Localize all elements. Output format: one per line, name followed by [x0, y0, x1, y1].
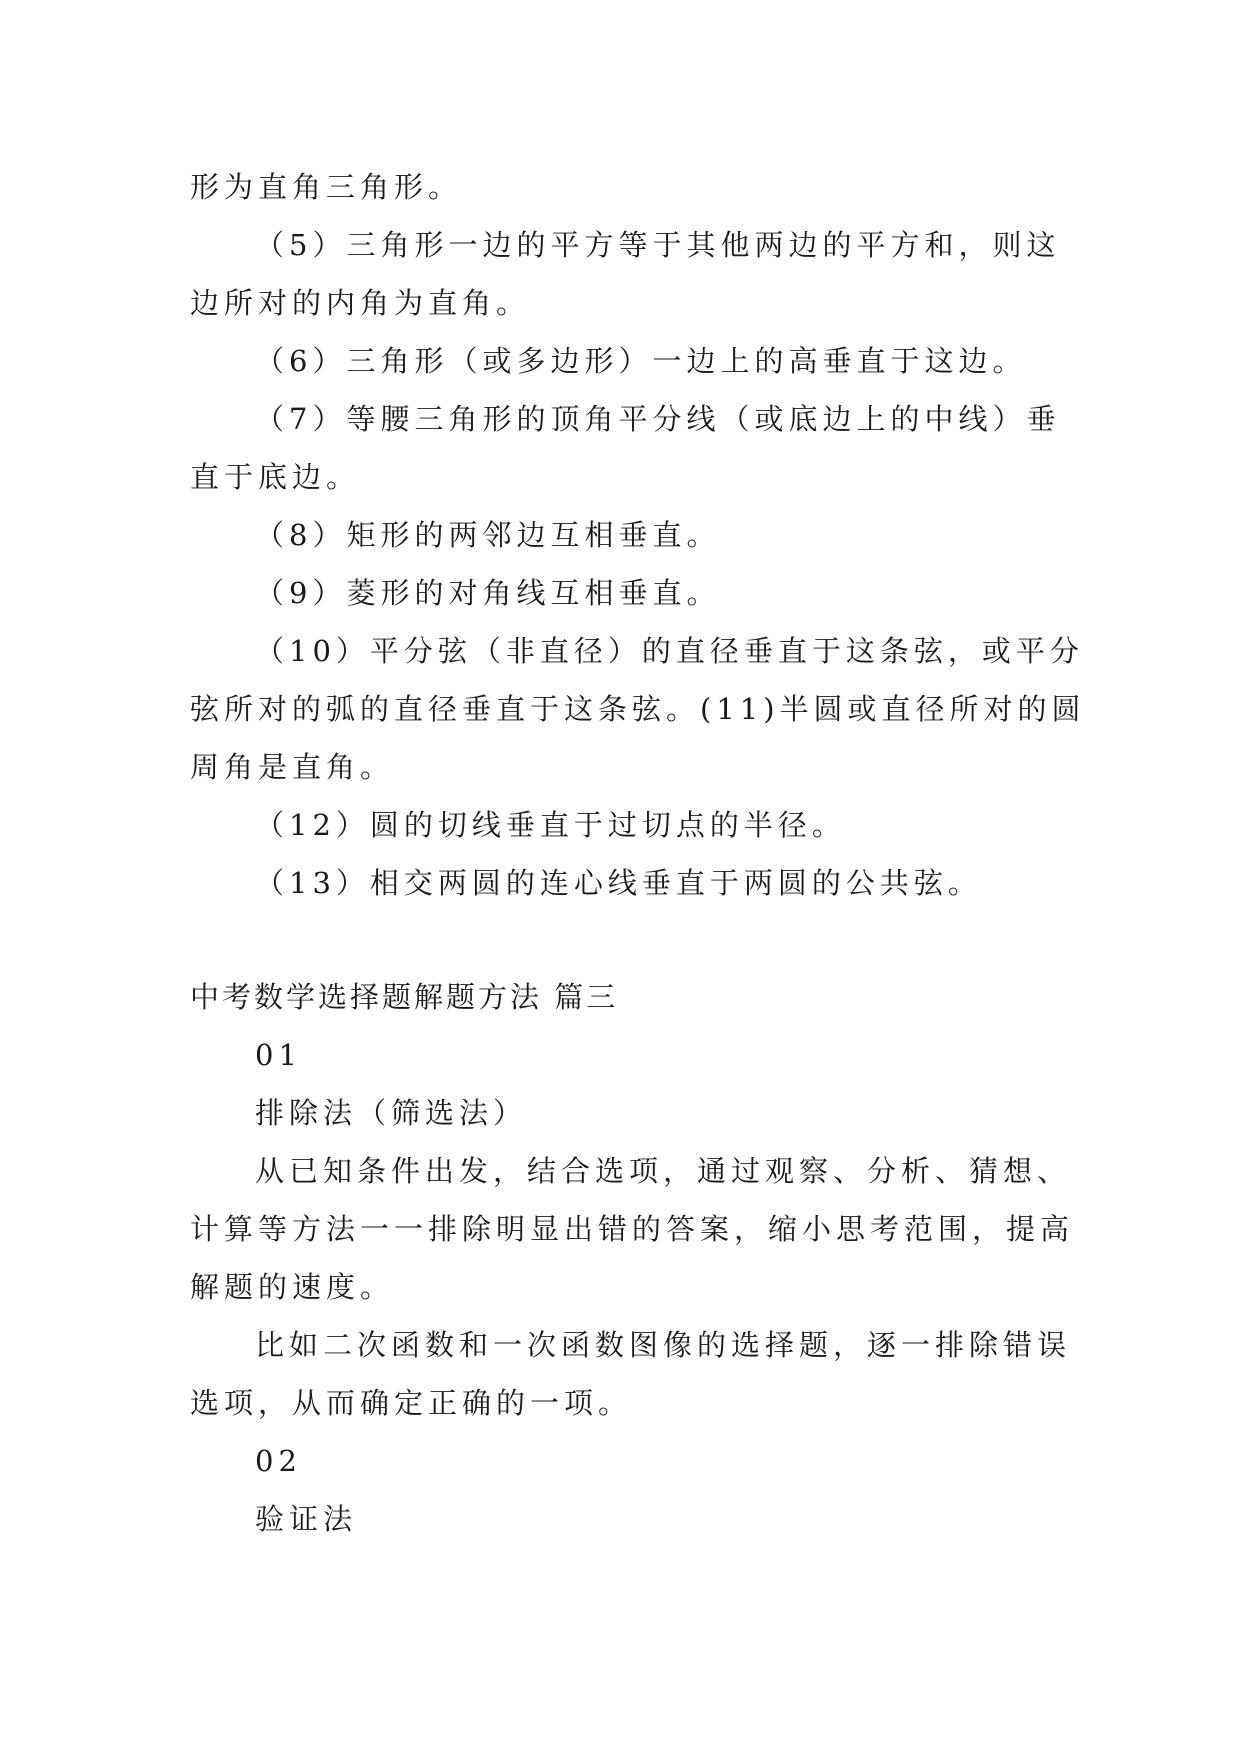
- text-line: （9）菱形的对角线互相垂直。: [255, 576, 721, 610]
- text-line: （12）圆的切线垂直于过切点的半径。: [255, 808, 846, 842]
- text-line: 弦所对的弧的直径垂直于这条弦。(11)半圆或直径所对的圆: [190, 692, 1086, 726]
- method-title: 验证法: [255, 1502, 358, 1536]
- text-line: （6）三角形（或多边形）一边上的高垂直于这边。: [255, 344, 1027, 378]
- text-line: 从已知条件出发，结合选项，通过观察、分析、猜想、: [255, 1154, 1072, 1188]
- text-line: 形为直角三角形。: [190, 170, 463, 204]
- section-heading: 中考数学选择题解题方法 篇三: [190, 980, 619, 1014]
- section-number: 01: [255, 1038, 302, 1072]
- text-line: （5）三角形一边的平方等于其他两边的平方和，则这: [255, 228, 1061, 262]
- text-line: 解题的速度。: [190, 1270, 395, 1304]
- text-line: （13）相交两圆的连心线垂直于两圆的公共弦。: [255, 866, 982, 900]
- method-title: 排除法（筛选法）: [255, 1096, 528, 1130]
- text-line: 计算等方法一一排除明显出错的答案，缩小思考范围，提高: [190, 1212, 1075, 1246]
- text-line: 周角是直角。: [190, 750, 395, 784]
- text-line: （8）矩形的两邻边互相垂直。: [255, 518, 721, 552]
- text-line: 直于底边。: [190, 460, 361, 494]
- text-line: （7）等腰三角形的顶角平分线（或底边上的中线）垂: [255, 402, 1061, 436]
- text-line: 比如二次函数和一次函数图像的选择题，逐一排除错误: [255, 1328, 1072, 1362]
- text-line: （10）平分弦（非直径）的直径垂直于这条弦，或平分: [255, 634, 1084, 668]
- text-line: 边所对的内角为直角。: [190, 286, 531, 320]
- section-number: 02: [255, 1444, 302, 1478]
- text-line: 选项，从而确定正确的一项。: [190, 1386, 633, 1420]
